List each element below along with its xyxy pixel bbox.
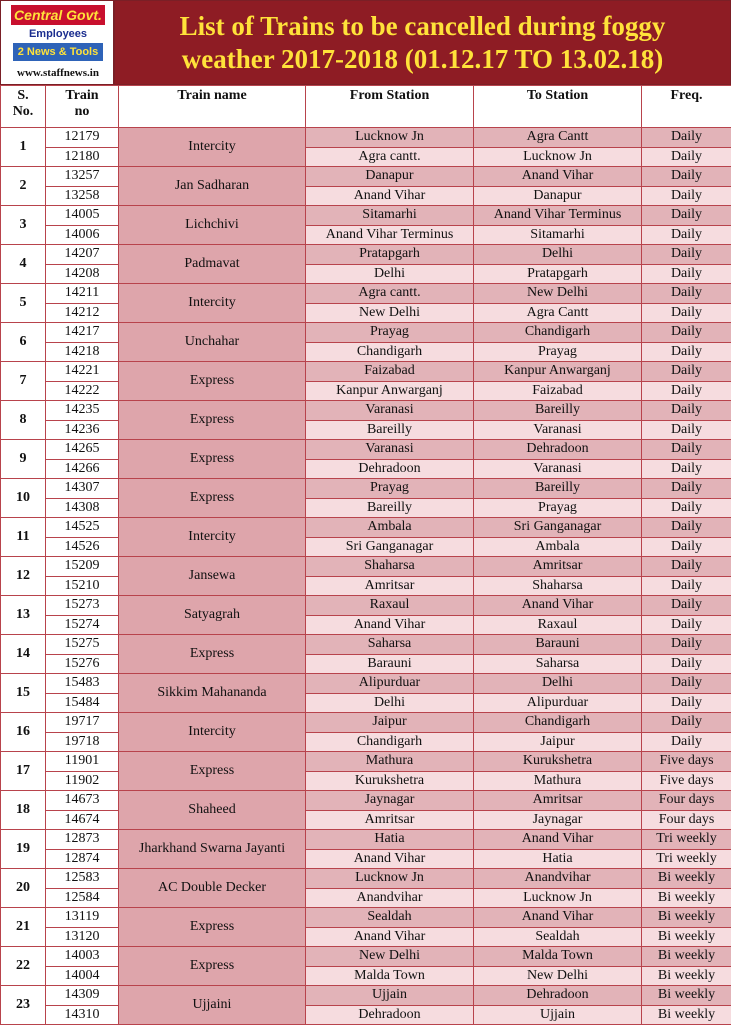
table-row	[1, 362, 731, 382]
train-number: 14266	[46, 459, 119, 479]
train-name: Jharkhand Swarna Jayanti	[119, 830, 306, 869]
table-row	[1, 147, 731, 167]
to-station: Anand Vihar	[474, 167, 642, 187]
title-line-2: weather 2017-2018 (01.12.17 TO 13.02.18)	[115, 43, 730, 76]
from-station: Sitamarhi	[306, 206, 474, 226]
page-header	[0, 0, 731, 85]
to-station: Pratapgarh	[474, 264, 642, 284]
from-station: Chandigarh	[306, 732, 474, 752]
to-station: Dehradoon	[474, 440, 642, 460]
serial-number: 5	[1, 284, 46, 323]
train-number: 14307	[46, 479, 119, 499]
train-number: 14217	[46, 323, 119, 343]
frequency: Daily	[642, 303, 731, 323]
train-name: Sikkim Mahananda	[119, 674, 306, 713]
from-station: Dehradoon	[306, 1005, 474, 1025]
table-row	[1, 518, 731, 538]
frequency: Daily	[642, 654, 731, 674]
from-station: Sri Ganganagar	[306, 537, 474, 557]
frequency: Daily	[642, 518, 731, 538]
train-name: Express	[119, 635, 306, 674]
train-name: Satyagrah	[119, 596, 306, 635]
train-name: Jansewa	[119, 557, 306, 596]
serial-number: 12	[1, 557, 46, 596]
to-station: Anand Vihar	[474, 908, 642, 928]
frequency: Daily	[642, 323, 731, 343]
to-station: Dehradoon	[474, 986, 642, 1006]
site-logo[interactable]	[0, 0, 114, 85]
to-station: Jaipur	[474, 732, 642, 752]
to-station: Mathura	[474, 771, 642, 791]
train-table	[0, 85, 731, 1025]
col-header-freq: Freq.	[642, 86, 731, 128]
from-station: Lucknow Jn	[306, 128, 474, 148]
table-row	[1, 440, 731, 460]
frequency: Bi weekly	[642, 927, 731, 947]
table-row	[1, 479, 731, 499]
train-number: 14236	[46, 420, 119, 440]
col-header-sno: S. No.	[1, 86, 46, 128]
from-station: Kurukshetra	[306, 771, 474, 791]
from-station: Amritsar	[306, 810, 474, 830]
train-number: 14212	[46, 303, 119, 323]
logo-tagline: 2 News & Tools	[13, 43, 103, 61]
frequency: Daily	[642, 147, 731, 167]
to-station: Agra Cantt	[474, 128, 642, 148]
serial-number: 16	[1, 713, 46, 752]
train-number: 15209	[46, 557, 119, 577]
train-number: 14005	[46, 206, 119, 226]
table-row	[1, 615, 731, 635]
col-header-train-no: Train no	[46, 86, 119, 128]
train-number: 19717	[46, 713, 119, 733]
serial-number: 20	[1, 869, 46, 908]
train-name: Intercity	[119, 128, 306, 167]
train-number: 14211	[46, 284, 119, 304]
from-station: Agra cantt.	[306, 284, 474, 304]
to-station: Anand Vihar Terminus	[474, 206, 642, 226]
table-row	[1, 888, 731, 908]
frequency: Daily	[642, 674, 731, 694]
from-station: Hatia	[306, 830, 474, 850]
train-name: Ujjaini	[119, 986, 306, 1025]
train-name: Intercity	[119, 284, 306, 323]
frequency: Daily	[642, 498, 731, 518]
frequency: Tri weekly	[642, 830, 731, 850]
train-name: Express	[119, 752, 306, 791]
train-number: 11902	[46, 771, 119, 791]
table-row	[1, 225, 731, 245]
from-station: Anand Vihar Terminus	[306, 225, 474, 245]
from-station: Malda Town	[306, 966, 474, 986]
from-station: Saharsa	[306, 635, 474, 655]
train-number: 13120	[46, 927, 119, 947]
from-station: Lucknow Jn	[306, 869, 474, 889]
serial-number: 18	[1, 791, 46, 830]
train-name: Express	[119, 908, 306, 947]
train-number: 14222	[46, 381, 119, 401]
from-station: Anand Vihar	[306, 849, 474, 869]
from-station: Barauni	[306, 654, 474, 674]
train-name: Express	[119, 440, 306, 479]
table-row	[1, 537, 731, 557]
train-name: Intercity	[119, 518, 306, 557]
from-station: Jaynagar	[306, 791, 474, 811]
train-number: 12179	[46, 128, 119, 148]
frequency: Daily	[642, 186, 731, 206]
from-station: Bareilly	[306, 420, 474, 440]
train-name: AC Double Decker	[119, 869, 306, 908]
from-station: Bareilly	[306, 498, 474, 518]
table-row	[1, 674, 731, 694]
frequency: Daily	[642, 362, 731, 382]
to-station: Delhi	[474, 245, 642, 265]
train-name: Unchahar	[119, 323, 306, 362]
table-row	[1, 401, 731, 421]
serial-number: 14	[1, 635, 46, 674]
frequency: Daily	[642, 557, 731, 577]
serial-number: 9	[1, 440, 46, 479]
train-number: 13257	[46, 167, 119, 187]
to-station: Sealdah	[474, 927, 642, 947]
train-number: 14218	[46, 342, 119, 362]
from-station: Pratapgarh	[306, 245, 474, 265]
train-number: 14004	[46, 966, 119, 986]
train-number: 14006	[46, 225, 119, 245]
serial-number: 8	[1, 401, 46, 440]
table-row	[1, 167, 731, 187]
frequency: Daily	[642, 381, 731, 401]
from-station: Prayag	[306, 323, 474, 343]
train-number: 19718	[46, 732, 119, 752]
table-row	[1, 264, 731, 284]
to-station: New Delhi	[474, 284, 642, 304]
frequency: Bi weekly	[642, 888, 731, 908]
from-station: Anand Vihar	[306, 927, 474, 947]
to-station: Faizabad	[474, 381, 642, 401]
table-row	[1, 303, 731, 323]
table-row	[1, 869, 731, 889]
table-row	[1, 245, 731, 265]
from-station: Amritsar	[306, 576, 474, 596]
to-station: Prayag	[474, 342, 642, 362]
frequency: Daily	[642, 635, 731, 655]
from-station: Ujjain	[306, 986, 474, 1006]
table-row	[1, 596, 731, 616]
serial-number: 11	[1, 518, 46, 557]
frequency: Bi weekly	[642, 908, 731, 928]
frequency: Bi weekly	[642, 966, 731, 986]
frequency: Daily	[642, 537, 731, 557]
from-station: Faizabad	[306, 362, 474, 382]
to-station: Kurukshetra	[474, 752, 642, 772]
to-station: Bareilly	[474, 479, 642, 499]
table-row	[1, 1005, 731, 1025]
frequency: Daily	[642, 342, 731, 362]
to-station: Ujjain	[474, 1005, 642, 1025]
train-name: Jan Sadharan	[119, 167, 306, 206]
frequency: Daily	[642, 576, 731, 596]
to-station: Danapur	[474, 186, 642, 206]
table-row	[1, 849, 731, 869]
train-number: 15275	[46, 635, 119, 655]
table-row	[1, 713, 731, 733]
serial-number: 15	[1, 674, 46, 713]
table-row	[1, 323, 731, 343]
table-row	[1, 420, 731, 440]
train-number: 13258	[46, 186, 119, 206]
table-row	[1, 128, 731, 148]
table-row	[1, 830, 731, 850]
frequency: Bi weekly	[642, 947, 731, 967]
from-station: New Delhi	[306, 947, 474, 967]
train-number: 14208	[46, 264, 119, 284]
train-number: 14526	[46, 537, 119, 557]
train-number: 14308	[46, 498, 119, 518]
to-station: Agra Cantt	[474, 303, 642, 323]
frequency: Daily	[642, 479, 731, 499]
from-station: Shaharsa	[306, 557, 474, 577]
from-station: Sealdah	[306, 908, 474, 928]
train-number: 12584	[46, 888, 119, 908]
frequency: Daily	[642, 732, 731, 752]
from-station: Anand Vihar	[306, 615, 474, 635]
table-row	[1, 498, 731, 518]
logo-url: www.staffnews.in	[1, 67, 115, 79]
serial-number: 21	[1, 908, 46, 947]
from-station: Agra cantt.	[306, 147, 474, 167]
train-name: Express	[119, 947, 306, 986]
table-row	[1, 791, 731, 811]
from-station: Anand Vihar	[306, 186, 474, 206]
frequency: Daily	[642, 128, 731, 148]
from-station: New Delhi	[306, 303, 474, 323]
frequency: Bi weekly	[642, 1005, 731, 1025]
from-station: Mathura	[306, 752, 474, 772]
train-name: Express	[119, 401, 306, 440]
train-number: 15210	[46, 576, 119, 596]
frequency: Daily	[642, 167, 731, 187]
serial-number: 2	[1, 167, 46, 206]
table-row	[1, 810, 731, 830]
frequency: Five days	[642, 752, 731, 772]
table-row	[1, 576, 731, 596]
from-station: Ambala	[306, 518, 474, 538]
frequency: Daily	[642, 596, 731, 616]
train-number: 14525	[46, 518, 119, 538]
train-number: 12873	[46, 830, 119, 850]
train-number: 14673	[46, 791, 119, 811]
frequency: Daily	[642, 459, 731, 479]
from-station: Chandigarh	[306, 342, 474, 362]
train-number: 15274	[46, 615, 119, 635]
frequency: Daily	[642, 693, 731, 713]
from-station: Danapur	[306, 167, 474, 187]
frequency: Four days	[642, 791, 731, 811]
logo-subtitle: Employees	[15, 27, 101, 41]
table-body	[1, 128, 731, 1025]
logo-title: Central Govt.	[11, 5, 105, 25]
frequency: Bi weekly	[642, 869, 731, 889]
serial-number: 4	[1, 245, 46, 284]
table-row	[1, 654, 731, 674]
train-number: 15483	[46, 674, 119, 694]
frequency: Tri weekly	[642, 849, 731, 869]
from-station: Varanasi	[306, 401, 474, 421]
to-station: New Delhi	[474, 966, 642, 986]
train-name: Shaheed	[119, 791, 306, 830]
to-station: Lucknow Jn	[474, 147, 642, 167]
to-station: Barauni	[474, 635, 642, 655]
train-number: 12874	[46, 849, 119, 869]
train-name: Padmavat	[119, 245, 306, 284]
frequency: Daily	[642, 284, 731, 304]
table-row	[1, 206, 731, 226]
to-station: Shaharsa	[474, 576, 642, 596]
train-number: 14310	[46, 1005, 119, 1025]
col-header-train-name: Train name	[119, 86, 306, 128]
frequency: Daily	[642, 264, 731, 284]
table-row	[1, 186, 731, 206]
frequency: Five days	[642, 771, 731, 791]
to-station: Alipurduar	[474, 693, 642, 713]
to-station: Jaynagar	[474, 810, 642, 830]
from-station: Jaipur	[306, 713, 474, 733]
train-number: 15276	[46, 654, 119, 674]
to-station: Prayag	[474, 498, 642, 518]
page-title	[114, 0, 731, 85]
train-number: 14265	[46, 440, 119, 460]
train-number: 11901	[46, 752, 119, 772]
train-number: 14221	[46, 362, 119, 382]
train-name: Intercity	[119, 713, 306, 752]
table-row	[1, 927, 731, 947]
frequency: Daily	[642, 206, 731, 226]
train-number: 15484	[46, 693, 119, 713]
train-number: 13119	[46, 908, 119, 928]
serial-number: 17	[1, 752, 46, 791]
train-number: 14309	[46, 986, 119, 1006]
train-name: Express	[119, 362, 306, 401]
to-station: Bareilly	[474, 401, 642, 421]
col-header-from: From Station	[306, 86, 474, 128]
frequency: Four days	[642, 810, 731, 830]
to-station: Ambala	[474, 537, 642, 557]
table-header-row	[1, 86, 731, 128]
from-station: Raxaul	[306, 596, 474, 616]
from-station: Kanpur Anwarganj	[306, 381, 474, 401]
table-row	[1, 342, 731, 362]
to-station: Chandigarh	[474, 713, 642, 733]
from-station: Varanasi	[306, 440, 474, 460]
serial-number: 19	[1, 830, 46, 869]
to-station: Amritsar	[474, 557, 642, 577]
frequency: Bi weekly	[642, 986, 731, 1006]
frequency: Daily	[642, 401, 731, 421]
table-row	[1, 986, 731, 1006]
table-row	[1, 908, 731, 928]
frequency: Daily	[642, 440, 731, 460]
train-number: 14674	[46, 810, 119, 830]
from-station: Delhi	[306, 693, 474, 713]
train-name: Lichchivi	[119, 206, 306, 245]
col-header-to: To Station	[474, 86, 642, 128]
train-number: 12583	[46, 869, 119, 889]
to-station: Hatia	[474, 849, 642, 869]
train-number: 14207	[46, 245, 119, 265]
to-station: Amritsar	[474, 791, 642, 811]
serial-number: 22	[1, 947, 46, 986]
from-station: Dehradoon	[306, 459, 474, 479]
train-name: Express	[119, 479, 306, 518]
to-station: Saharsa	[474, 654, 642, 674]
serial-number: 10	[1, 479, 46, 518]
to-station: Anand Vihar	[474, 830, 642, 850]
from-station: Prayag	[306, 479, 474, 499]
to-station: Anandvihar	[474, 869, 642, 889]
frequency: Daily	[642, 713, 731, 733]
serial-number: 3	[1, 206, 46, 245]
to-station: Varanasi	[474, 459, 642, 479]
to-station: Varanasi	[474, 420, 642, 440]
to-station: Anand Vihar	[474, 596, 642, 616]
frequency: Daily	[642, 420, 731, 440]
frequency: Daily	[642, 225, 731, 245]
table-row	[1, 459, 731, 479]
train-number: 15273	[46, 596, 119, 616]
to-station: Sri Ganganagar	[474, 518, 642, 538]
table-row	[1, 947, 731, 967]
title-line-1: List of Trains to be cancelled during foggy	[115, 10, 730, 43]
table-row	[1, 635, 731, 655]
to-station: Chandigarh	[474, 323, 642, 343]
table-row	[1, 557, 731, 577]
train-number: 14235	[46, 401, 119, 421]
serial-number: 13	[1, 596, 46, 635]
table-row	[1, 284, 731, 304]
table-row	[1, 381, 731, 401]
frequency: Daily	[642, 245, 731, 265]
serial-number: 1	[1, 128, 46, 167]
to-station: Delhi	[474, 674, 642, 694]
serial-number: 7	[1, 362, 46, 401]
from-station: Anandvihar	[306, 888, 474, 908]
to-station: Kanpur Anwarganj	[474, 362, 642, 382]
to-station: Sitamarhi	[474, 225, 642, 245]
train-number: 14003	[46, 947, 119, 967]
to-station: Raxaul	[474, 615, 642, 635]
table-row	[1, 693, 731, 713]
from-station: Alipurduar	[306, 674, 474, 694]
table-row	[1, 752, 731, 772]
table-row	[1, 732, 731, 752]
frequency: Daily	[642, 615, 731, 635]
to-station: Malda Town	[474, 947, 642, 967]
serial-number: 6	[1, 323, 46, 362]
serial-number: 23	[1, 986, 46, 1025]
train-number: 12180	[46, 147, 119, 167]
table-row	[1, 966, 731, 986]
from-station: Delhi	[306, 264, 474, 284]
to-station: Lucknow Jn	[474, 888, 642, 908]
table-row	[1, 771, 731, 791]
